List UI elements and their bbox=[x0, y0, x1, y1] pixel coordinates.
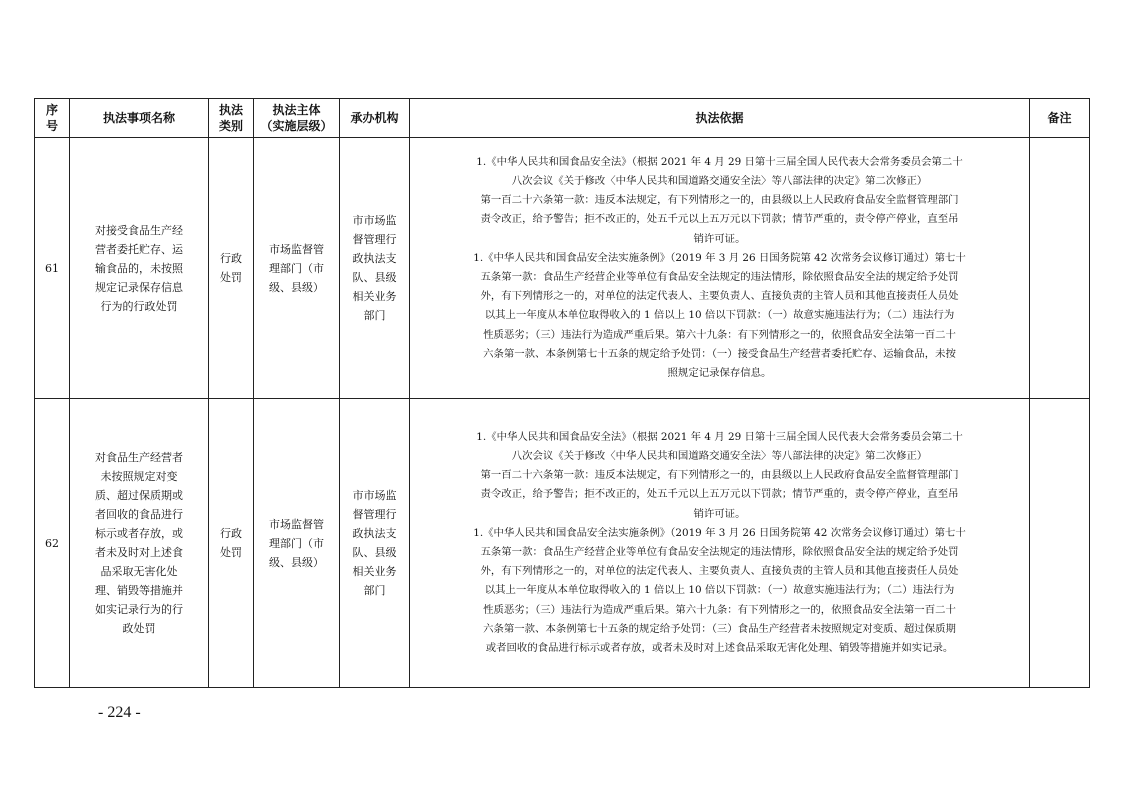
table-header-row bbox=[35, 99, 1090, 138]
header-category: 执法 类别 bbox=[209, 99, 254, 138]
cell-basis bbox=[410, 138, 1030, 399]
basis-line: 照规定记录保存信息。 bbox=[667, 367, 772, 380]
cell-item-name: 对食品生产经营者 未按照规定对变 质、超过保质期或 者回收的食品进行 标示或者存放，或 者未及时对上述食 品采取无害化处 理、销毁等措施并 如实记录行为的行 政处罚 bbox=[70, 399, 209, 688]
basis-line: 1.《中华人民共和国食品安全法》（根据 2021 年 4 月 29 日第十三届全国人民代表大会常务委员会第二十 bbox=[476, 155, 963, 168]
basis-line: 八次会议《关于修改〈中华人民共和国道路交通安全法〉等八部法律的决定》第二次修正） bbox=[511, 449, 928, 462]
cell-item-name: 对接受食品生产经 营者委托贮存、运 输食品的，未按照 规定记录保存信息 行为的行政处罚 bbox=[70, 138, 209, 399]
cell-agency: 市市场监 督管理行 政执法支 队、县级 相关业务 部门 bbox=[340, 399, 410, 688]
basis-line: 1.《中华人民共和国食品安全法实施条例》（2019 年 3 月 26 日国务院第 42 次常务会议修订通过）第七十 bbox=[473, 251, 966, 264]
table-row bbox=[35, 399, 1090, 688]
basis-line: 责令改正，给予警告；拒不改正的，处五千元以上五万元以下罚款；情节严重的，责令停产停业，直至吊 bbox=[480, 213, 959, 226]
basis-line: 1.《中华人民共和国食品安全法实施条例》（2019 年 3 月 26 日国务院第 42 次常务会议修订通过）第七十 bbox=[473, 526, 966, 539]
basis-line: 销许可证。 bbox=[693, 232, 746, 245]
cell-seq: 62 bbox=[35, 399, 70, 688]
basis-line: 责令改正，给予警告；拒不改正的，处五千元以上五万元以下罚款；情节严重的，责令停产停业，直至吊 bbox=[480, 488, 959, 501]
basis-line: 外，有下列情形之一的，对单位的法定代表人、主要负责人、直接负责的主管人员和其他直接责任人员处 bbox=[480, 565, 959, 578]
header-subject: 执法主体 （实施层级） bbox=[254, 99, 340, 138]
basis-line: 1.《中华人民共和国食品安全法》（根据 2021 年 4 月 29 日第十三届全国人民代表大会常务委员会第二十 bbox=[476, 430, 963, 443]
page-number: - 224 - bbox=[98, 704, 141, 721]
basis-line: 以其上一年度从本单位取得收入的 1 倍以上 10 倍以下罚款：（一）故意实施违法行为；（二）违法行为 bbox=[484, 309, 955, 322]
basis-line: 八次会议《关于修改〈中华人民共和国道路交通安全法〉等八部法律的决定》第二次修正） bbox=[511, 174, 928, 187]
basis-line: 性质恶劣；（三）违法行为造成严重后果。第六十九条：有下列情形之一的，依照食品安全法第一百二十 bbox=[483, 328, 956, 341]
header-item-name: 执法事项名称 bbox=[70, 99, 209, 138]
basis-line: 六条第一款、本条例第七十五条的规定给予处罚：（一）接受食品生产经营者委托贮存、运输食品，未按 bbox=[483, 347, 956, 360]
enforcement-table bbox=[34, 98, 1090, 688]
cell-category: 行政 处罚 bbox=[209, 399, 254, 688]
cell-subject: 市场监督管 理部门（市 级、县级） bbox=[254, 138, 340, 399]
cell-seq: 61 bbox=[35, 138, 70, 399]
header-remarks: 备注 bbox=[1030, 99, 1090, 138]
cell-agency: 市市场监 督管理行 政执法支 队、县级 相关业务 部门 bbox=[340, 138, 410, 399]
basis-line: 销许可证。 bbox=[693, 507, 746, 520]
basis-line: 性质恶劣；（三）违法行为造成严重后果。第六十九条：有下列情形之一的，依照食品安全法第一百二十 bbox=[483, 603, 956, 616]
table-row bbox=[35, 138, 1090, 399]
header-agency: 承办机构 bbox=[340, 99, 410, 138]
header-basis: 执法依据 bbox=[410, 99, 1030, 138]
basis-line: 五条第一款：食品生产经营企业等单位有食品安全法规定的违法情形，除依照食品安全法的规定给予处罚 bbox=[480, 271, 959, 283]
cell-subject: 市场监督管 理部门（市 级、县级） bbox=[254, 399, 340, 688]
header-seq: 序 号 bbox=[35, 99, 70, 138]
cell-category: 行政 处罚 bbox=[209, 138, 254, 399]
basis-line: 第一百二十六条第一款：违反本法规定，有下列情形之一的，由县级以上人民政府食品安全监督管理部门 bbox=[480, 469, 959, 482]
basis-line: 外，有下列情形之一的，对单位的法定代表人、主要负责人、直接负责的主管人员和其他直接责任人员处 bbox=[480, 290, 959, 303]
basis-line: 或者回收的食品进行标示或者存放，或者未及时对上述食品采取无害化处理、销毁等措施并如实记录。 bbox=[485, 642, 954, 655]
basis-line: 五条第一款：食品生产经营企业等单位有食品安全法规定的违法情形，除依照食品安全法的规定给予处罚 bbox=[480, 546, 959, 558]
basis-line: 第一百二十六条第一款：违反本法规定，有下列情形之一的，由县级以上人民政府食品安全监督管理部门 bbox=[480, 194, 959, 207]
cell-remarks bbox=[1030, 138, 1090, 399]
cell-basis bbox=[410, 399, 1030, 688]
basis-line: 六条第一款、本条例第七十五条的规定给予处罚：（三）食品生产经营者未按照规定对变质、超过保质期 bbox=[483, 622, 956, 635]
basis-line: 以其上一年度从本单位取得收入的 1 倍以上 10 倍以下罚款：（一）故意实施违法行为；（二）违法行为 bbox=[484, 584, 955, 597]
cell-remarks bbox=[1030, 399, 1090, 688]
